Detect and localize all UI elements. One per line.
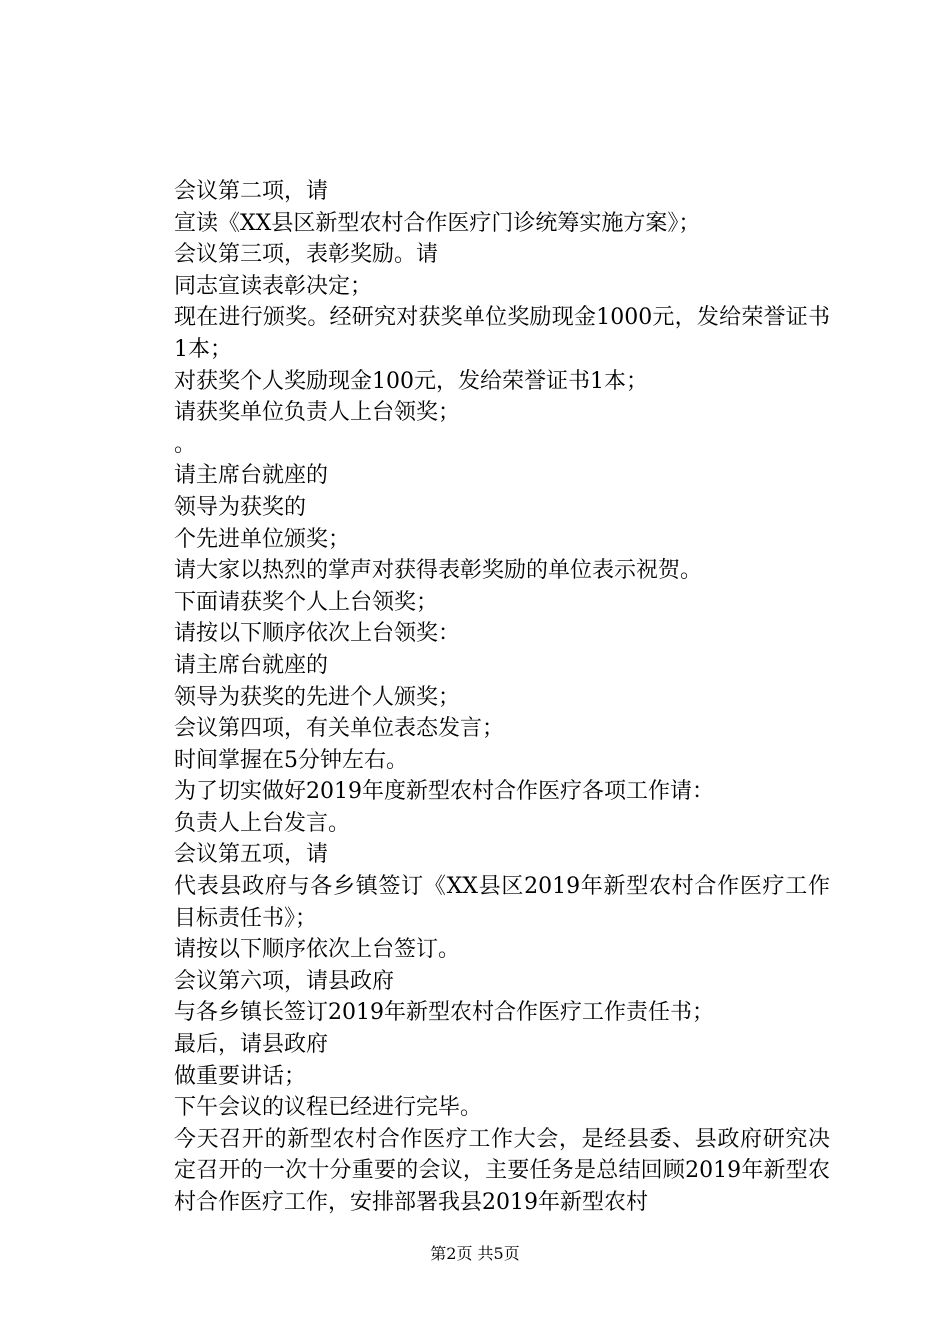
paragraph-line: 领导为获奖的 [174, 494, 307, 520]
paragraph-line: 会议第二项，请 [174, 179, 329, 204]
paragraph-line: 同志宣读表彰决定； [174, 273, 373, 299]
paragraph-line: 个先进单位颁奖； [174, 526, 351, 552]
paragraph-line: 最后，请县政府 [174, 1032, 329, 1058]
paragraph-line: 会议第三项，表彰奖励。请 [174, 242, 439, 268]
paragraph-line: 请主席台就座的 [174, 652, 329, 678]
paragraph-line: 对获奖个人奖励现金100元，发给荣誉证书1本； [174, 368, 648, 394]
paragraph-line: 领导为获奖的先进个人颁奖； [174, 684, 461, 710]
paragraph-line: 请按以下顺序依次上台签订。 [174, 937, 461, 963]
paragraph-line: 下面请获奖个人上台领奖； [174, 589, 439, 615]
paragraph-line: 代表县政府与各乡镇签订《XX县区2019年新型农村合作医疗工作目标责任书》； [174, 874, 830, 931]
paragraph-line: 现在进行颁奖。经研究对获奖单位奖励现金1000元，发给荣誉证书1本； [174, 305, 830, 362]
paragraph-line: 会议第四项，有关单位表态发言； [174, 716, 505, 742]
paragraph-line: 请获奖单位负责人上台领奖； [174, 400, 461, 426]
paragraph-line: 会议第六项，请县政府 [174, 968, 395, 994]
paragraph-line: 为了切实做好2019年度新型农村合作医疗各项工作请： [174, 779, 714, 805]
paragraph-line: 与各乡镇长签订2019年新型农村合作医疗工作责任书； [174, 1000, 714, 1026]
document-body [130, 176, 830, 1219]
paragraph-line: 今天召开的新型农村合作医疗工作大会，是经县委、县政府研究决定召开的一次十分重要的会议，主要任务是总结回顾2019年新型农村合作医疗工作，安排部署我县2019年新型农村 [174, 1126, 830, 1215]
paragraph-line: 请主席台就座的 [174, 463, 329, 489]
page-footer [0, 1244, 950, 1264]
paragraph-line: 请大家以热烈的掌声对获得表彰奖励的单位表示祝贺。 [174, 558, 703, 584]
paragraph-line: 宣读《XX县区新型农村合作医疗门诊统筹实施方案》； [174, 210, 701, 236]
paragraph-line: 下午会议的议程已经进行完毕。 [174, 1095, 483, 1121]
paragraph-line: 会议第五项，请 [174, 842, 329, 868]
paragraph-line: 请按以下顺序依次上台领奖： [174, 621, 461, 647]
page-number: 第2页 共5页 [430, 1244, 520, 1263]
paragraph-line: 。 [174, 431, 197, 457]
paragraph-line: 做重要讲话； [174, 1063, 307, 1089]
paragraph-line: 时间掌握在5分钟左右。 [174, 747, 408, 773]
paragraph-line: 负责人上台发言。 [174, 810, 351, 836]
